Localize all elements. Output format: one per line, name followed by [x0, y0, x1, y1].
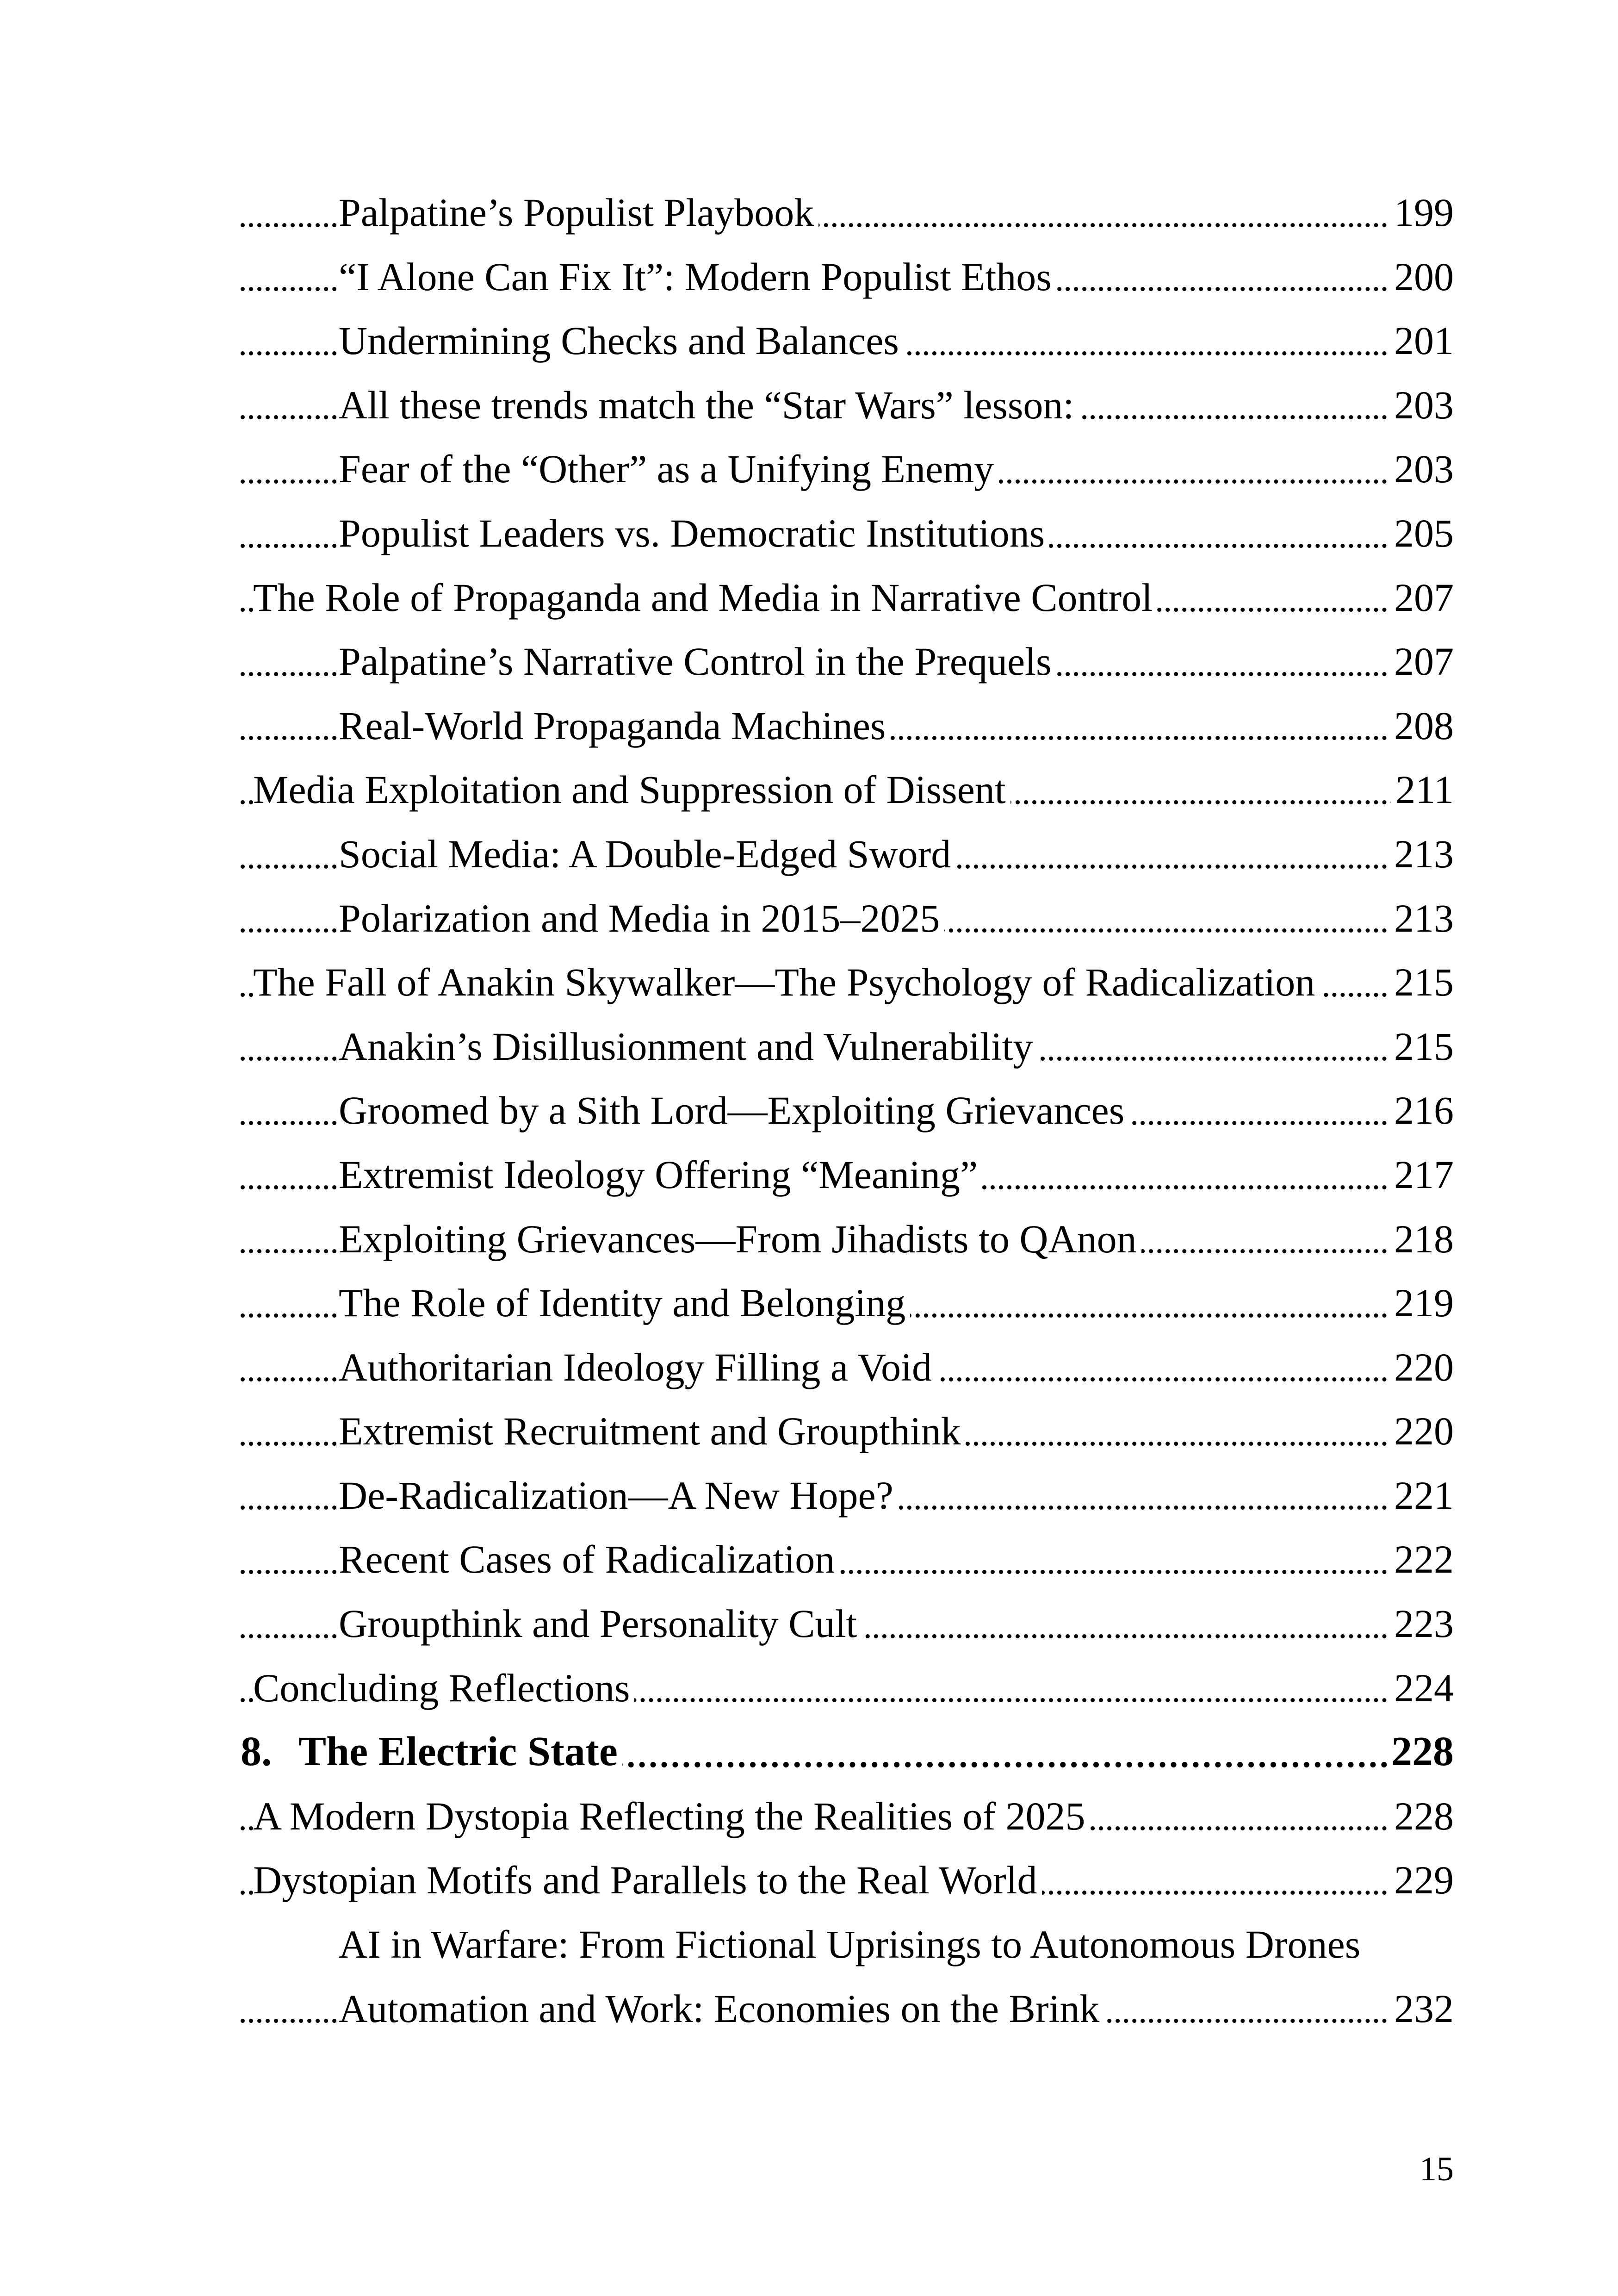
toc-entry-page: 222: [1389, 1527, 1454, 1592]
toc-entry-title: Exploiting Grievances—From Jihadists to QAnon: [339, 1217, 1141, 1261]
toc-entry-title: Extremist Recruitment and Groupthink: [339, 1409, 966, 1453]
toc-entry-title: Concluding Reflections: [253, 1666, 634, 1710]
toc-entry-page: 224: [1389, 1656, 1454, 1720]
toc-entry-page: 216: [1389, 1078, 1454, 1143]
table-of-contents: [241, 180, 1454, 2041]
toc-entry-page: 203: [1389, 437, 1454, 501]
toc-entry: [241, 1912, 1454, 1977]
toc-entry-page: 220: [1389, 1399, 1454, 1463]
toc-entry-page: 229: [1389, 1848, 1454, 1912]
toc-entry-title: Automation and Work: Economies on the Brink: [339, 1986, 1104, 2031]
toc-entry: [241, 1977, 1454, 2041]
toc-entry-title: Dystopian Motifs and Parallels to the Real World: [253, 1858, 1042, 1902]
toc-entry: [241, 501, 1454, 566]
toc-entry-title: Polarization and Media in 2015–2025: [339, 896, 944, 940]
toc-entry: [241, 694, 1454, 758]
toc-entry-title: All these trends match the “Star Wars” lesson:: [339, 383, 1079, 427]
toc-entry-page: 199: [1389, 180, 1454, 245]
toc-entry-page: 219: [1389, 1271, 1454, 1335]
toc-entry-page: 228: [1387, 1720, 1454, 1784]
toc-entry-page: 220: [1389, 1335, 1454, 1400]
toc-entry: [241, 1335, 1454, 1400]
toc-entry: [241, 373, 1454, 437]
toc-entry-title: Groupthink and Personality Cult: [339, 1601, 862, 1646]
toc-entry-title: Anakin’s Disillusionment and Vulnerability: [339, 1024, 1038, 1069]
toc-entry: [241, 822, 1454, 886]
toc-entry-title: Undermining Checks and Balances: [339, 318, 904, 363]
toc-entry: [241, 1656, 1454, 1720]
toc-entry-title: Palpatine’s Populist Playbook: [339, 190, 818, 235]
toc-entry-page: 208: [1389, 694, 1454, 758]
toc-entry-title: The Role of Propaganda and Media in Narrative Control: [253, 575, 1157, 620]
toc-entry: [241, 1078, 1454, 1143]
toc-entry: [241, 1399, 1454, 1463]
toc-entry-title: Populist Leaders vs. Democratic Institutions: [339, 511, 1049, 555]
toc-entry-page: 221: [1389, 1463, 1454, 1528]
toc-entry: [241, 1848, 1454, 1912]
toc-entry-title: Social Media: A Double-Edged Sword: [339, 832, 955, 876]
toc-entry: [241, 1527, 1454, 1592]
toc-entry-page: 213: [1389, 822, 1454, 886]
toc-entry: [241, 950, 1454, 1014]
toc-entry-page: 228: [1389, 1784, 1454, 1848]
toc-entry-page: 201: [1389, 309, 1454, 373]
toc-entry: [241, 566, 1454, 630]
toc-entry-title: The Role of Identity and Belonging: [339, 1281, 910, 1325]
toc-entry-page: 211: [1391, 758, 1454, 822]
page-number: 15: [1420, 2150, 1454, 2188]
chapter-number: 8.: [241, 1729, 272, 1775]
toc-entry: [241, 1463, 1454, 1528]
toc-entry: [241, 1207, 1454, 1271]
toc-entry: [241, 437, 1454, 501]
toc-entry-page: 215: [1389, 1014, 1454, 1079]
toc-entry-title: Recent Cases of Radicalization: [339, 1537, 839, 1581]
toc-entry-title: De-Radicalization—A New Hope?: [339, 1473, 898, 1518]
toc-entry: [241, 1014, 1454, 1079]
toc-entry-title: “I Alone Can Fix It”: Modern Populist Ethos: [339, 255, 1056, 299]
toc-entry: [241, 1784, 1454, 1848]
toc-entry-page: 213: [1389, 886, 1454, 951]
toc-entry-title: [241, 1729, 622, 1774]
toc-entry-page: 218: [1389, 1207, 1454, 1271]
toc-entry-title: Authoritarian Ideology Filling a Void: [339, 1345, 936, 1389]
toc-entry: [241, 1592, 1454, 1656]
toc-entry-page: 207: [1389, 629, 1454, 694]
toc-entry: [241, 180, 1454, 245]
toc-entry-page: 215: [1389, 950, 1454, 1014]
toc-entry-title: The Fall of Anakin Skywalker—The Psychology of Radicalization: [253, 960, 1320, 1004]
toc-entry: [241, 629, 1454, 694]
toc-entry-page: 232: [1389, 1977, 1454, 2041]
toc-entry: [241, 758, 1454, 822]
toc-entry-title: A Modern Dystopia Reflecting the Realities of 2025: [253, 1794, 1090, 1838]
toc-entry: [241, 1271, 1454, 1335]
toc-entry-title: Media Exploitation and Suppression of Dissent: [253, 767, 1010, 812]
toc-entry-page: 217: [1389, 1143, 1454, 1207]
toc-entry-page: 203: [1389, 373, 1454, 437]
toc-entry-title: AI in Warfare: From Fictional Uprisings to Autonomous Drones: [339, 1922, 1365, 1966]
toc-entry-title: Fear of the “Other” as a Unifying Enemy: [339, 447, 998, 491]
toc-entry-page: 207: [1389, 566, 1454, 630]
toc-entry: [241, 1143, 1454, 1207]
toc-entry-title: Palpatine’s Narrative Control in the Prequels: [339, 639, 1056, 684]
toc-entry-title: Real-World Propaganda Machines: [339, 703, 890, 748]
toc-entry-page: 200: [1389, 245, 1454, 309]
toc-entry: [241, 309, 1454, 373]
toc-entry-page: 205: [1389, 501, 1454, 566]
chapter-title: The Electric State: [298, 1729, 618, 1775]
toc-chapter-entry: [241, 1720, 1454, 1784]
toc-entry-title: Groomed by a Sith Lord—Exploiting Grievances: [339, 1088, 1129, 1132]
toc-entry-page: 223: [1389, 1592, 1454, 1656]
toc-entry: [241, 245, 1454, 309]
toc-entry-title: Extremist Ideology Offering “Meaning”: [339, 1152, 982, 1197]
toc-entry: [241, 886, 1454, 951]
